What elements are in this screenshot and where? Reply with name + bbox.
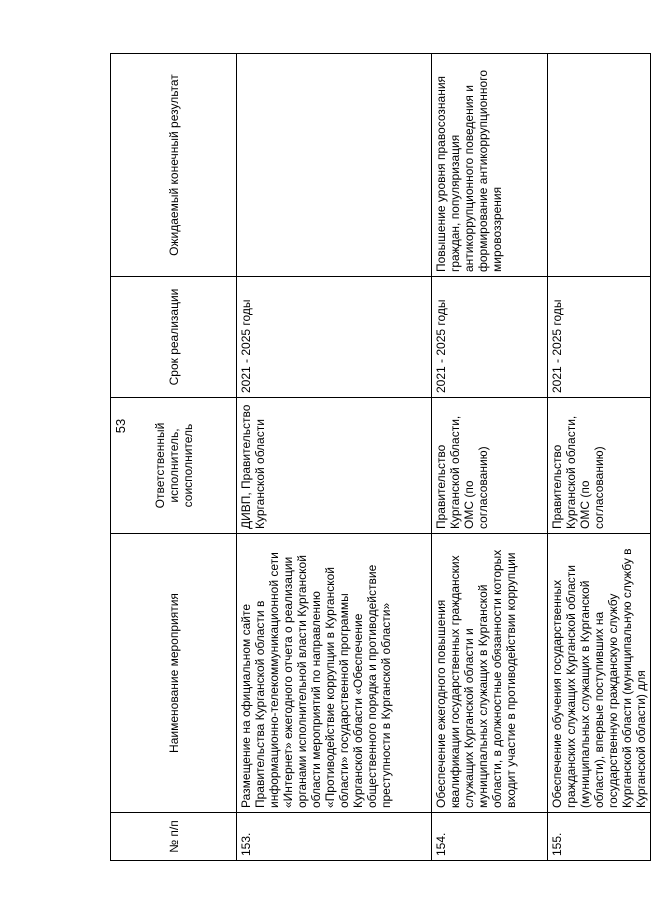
page-number: 53 bbox=[113, 418, 128, 434]
row-result bbox=[548, 54, 651, 277]
rotated-page-content bbox=[110, 54, 648, 861]
table-header-row bbox=[111, 54, 237, 861]
header-name: Наименование мероприятия bbox=[111, 534, 237, 813]
row-name: Размещение на официальном сайте Правительства Курганской области в информационно-телекоммуникационной сети «Интернет» ежегодного отчета о реализации органами исполнительной власти Курганской области мероприятий по направлению «Противодействие коррупции в Курганской области» государственной программы Курганской области «Обеспечение общественного порядка и противодействие преступности в Курганской области» bbox=[237, 534, 432, 813]
row-name: Обеспечение обучения государственных гражданских служащих Курганской области (муниципальных служащих в Курганской области), впервые поступивших на государственную гражданскую службу Курганской области (муниципальную службу в Курганской области) для bbox=[548, 534, 651, 813]
row-term: 2021 - 2025 годы bbox=[237, 277, 432, 398]
header-term: Срок реализации bbox=[111, 277, 237, 398]
header-responsible: Ответственный исполнитель, соисполнитель bbox=[111, 398, 237, 534]
row-term: 2021 - 2025 годы bbox=[548, 277, 651, 398]
row-responsible: ДИВП, Правительство Курганской области bbox=[237, 398, 432, 534]
row-responsible: Правительство Курганской области, ОМС (по согласованию) bbox=[432, 398, 548, 534]
row-result bbox=[237, 54, 432, 277]
table-row bbox=[548, 54, 651, 861]
table-row bbox=[237, 54, 432, 861]
row-result: Повышение уровня правосознания граждан, популяризация антикоррупционного поведения и формирование антикоррупционного мировоззрения bbox=[432, 54, 548, 277]
table-row bbox=[432, 54, 548, 861]
header-result: Ожидаемый конечный результат bbox=[111, 54, 237, 277]
row-term: 2021 - 2025 годы bbox=[432, 277, 548, 398]
row-name: Обеспечение ежегодного повышения квалификации государственных гражданских служащих Курганской области и муниципальных служащих в Курганской области, в должностные обязанности которых входит участие в противодействии коррупции bbox=[432, 534, 548, 813]
row-num: 153. bbox=[237, 813, 432, 861]
measures-table bbox=[110, 53, 651, 861]
row-num: 155. bbox=[548, 813, 651, 861]
row-num: 154. bbox=[432, 813, 548, 861]
row-responsible: Правительство Курганской области, ОМС (по согласованию) bbox=[548, 398, 651, 534]
header-num: № п/п bbox=[111, 813, 237, 861]
